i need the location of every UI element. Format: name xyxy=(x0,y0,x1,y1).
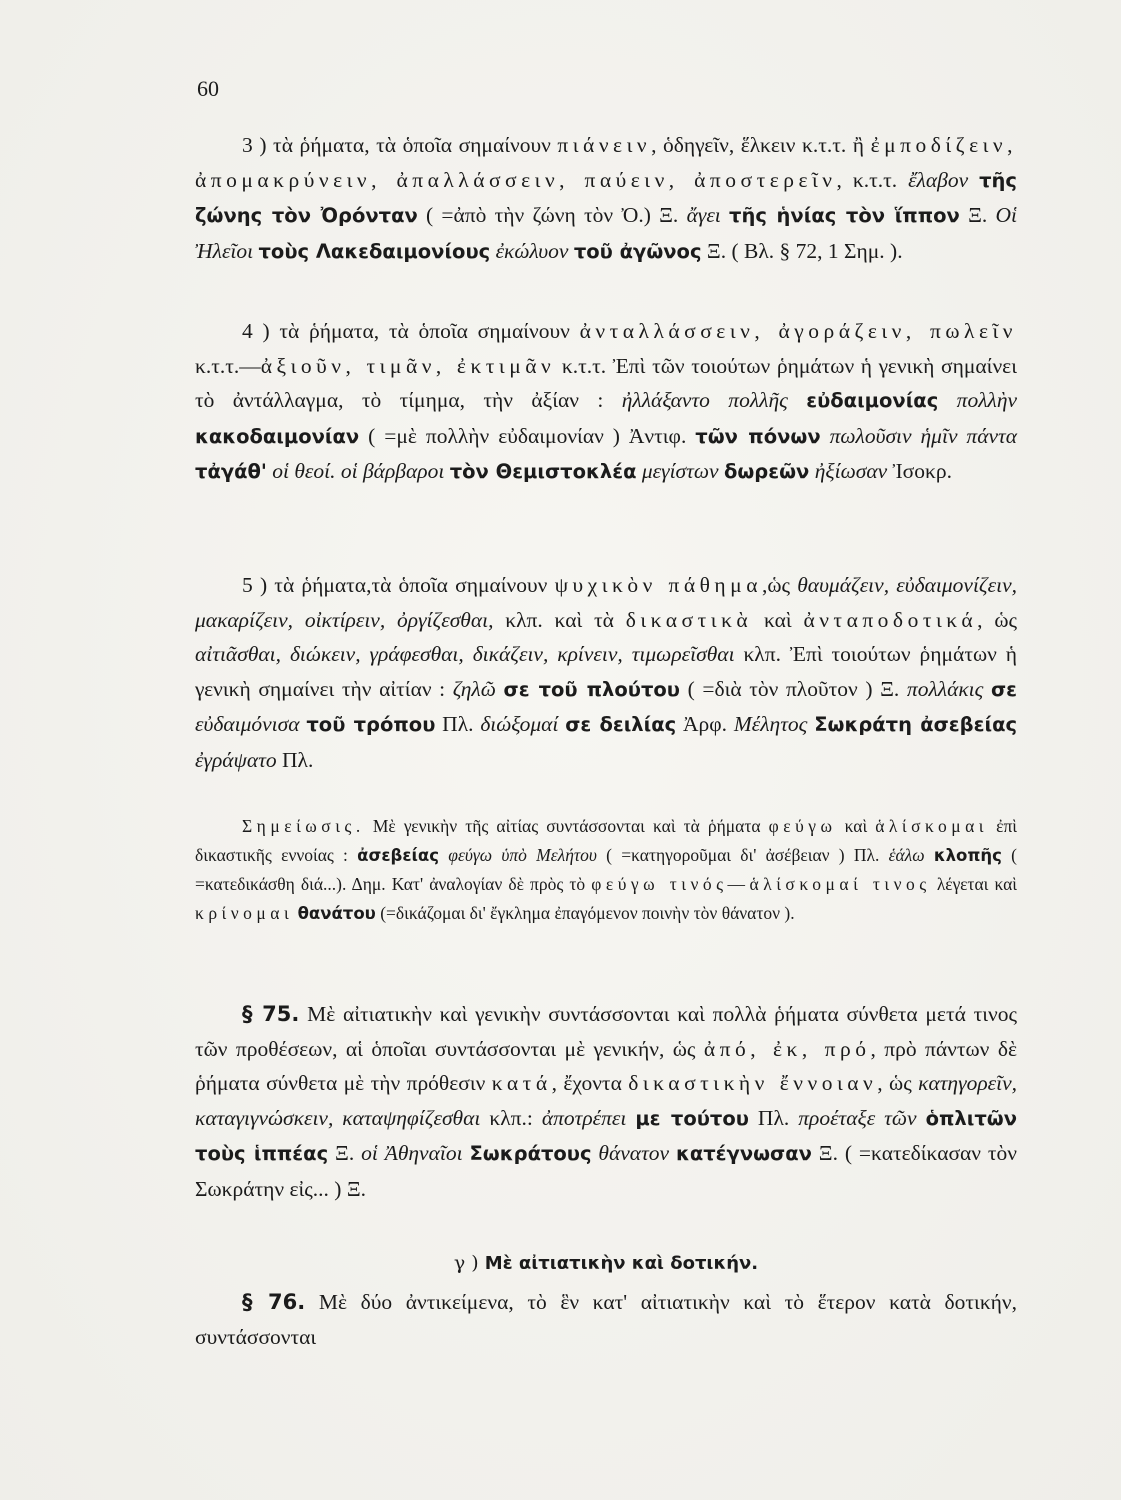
s75-run-10: ἀποτρέπει xyxy=(541,1105,627,1130)
paragraph-4 xyxy=(195,314,1017,490)
p3-run-7: τῆς ζώνης τὸν Ὀρόνταν xyxy=(195,168,1017,227)
s75-run-11 xyxy=(626,1106,635,1130)
p4-run-25: δωρεῶν xyxy=(723,460,810,483)
s75-run-8: κατηγορεῖν, καταγιγνώσκειν, καταψηφίζεσθαι xyxy=(195,1071,1017,1130)
note-run-12: κλοπῆς xyxy=(933,845,1002,865)
note-run-0: Σημείωσις. xyxy=(242,816,365,836)
p4-run-5: ἠλλάξαντο πολλῆς xyxy=(621,388,788,412)
p3-run-9: ἄγει xyxy=(686,203,721,227)
p4-run-0: 4 ) τὰ ῥήματα, τὰ ὁποῖα σημαίνουν xyxy=(242,319,580,343)
paragraph-76 xyxy=(195,1285,1017,1354)
p4-run-23: μεγίστων xyxy=(641,459,719,483)
p5-run-2: ,ὡς xyxy=(761,573,798,597)
p4-run-4: κ.τ.τ. Ἐπὶ τῶν τοιούτων ῥημάτων ἡ γενικὴ σημαίνει τὸ ἀντάλλαγμα, τὸ τίμημα, τὴν ἀξίαν : xyxy=(195,353,1017,412)
section-item-4 xyxy=(195,314,1017,490)
s75-run-4: κατά xyxy=(491,1071,552,1095)
p5-run-29: Σωκράτη ἀσεβείας xyxy=(814,713,1018,736)
p5-run-19: εὐδαιμόνισα xyxy=(195,712,300,736)
s75-run-6: δικαστικὴν ἔννοιαν xyxy=(628,1071,878,1095)
p5-run-13: σε τοῦ πλούτου xyxy=(503,677,680,701)
note-run-4: ἁλίσκομαι xyxy=(875,816,988,836)
s75-run-1: Μὲ αἰτιατικὴν καὶ γενικὴν συντάσσονται καὶ πολλὰ ῥήματα σύνθετα μετά τινος τῶν προθέσεων, αἱ ὁποῖαι συντάσσονται μὲ γενικήν, ὡς xyxy=(195,1002,1017,1061)
note-paragraph xyxy=(195,812,1017,928)
p5-run-3: θαυμάζειν, εὐδαιμονίζειν, μακαρίζειν, οἰκτίρειν, ὀργίζεσθαι, xyxy=(195,573,1017,632)
s75-run-15 xyxy=(917,1106,926,1130)
section-item-5 xyxy=(195,568,1017,777)
p5-run-16 xyxy=(983,677,991,701)
s75-run-5: , ἔχοντα xyxy=(551,1071,629,1095)
p4-run-8 xyxy=(938,388,956,412)
section-75 xyxy=(195,997,1017,1206)
subheading-gamma xyxy=(195,1252,1017,1274)
note-run-1: Μὲ γενικὴν τῆς αἰτίας συντάσσονται καὶ τὰ ῥήματα xyxy=(364,816,769,836)
s76-run-1: Μὲ δύο ἀντικείμενα, τὸ ἓν κατ' αἰτιατικὴν καὶ τὸ ἕτερον κατὰ δοτικήν, συντάσσονται xyxy=(195,1290,1017,1349)
note-run-7 xyxy=(439,845,448,865)
note-run-11 xyxy=(925,845,934,865)
p3-run-13: Οἱ Ἠλεῖοι xyxy=(195,203,1018,263)
p4-run-9: πολλὴν xyxy=(956,388,1018,412)
section-item-3 xyxy=(195,128,1017,269)
p4-run-21: τὸν Θεμιστοκλέα xyxy=(449,460,637,483)
p4-run-27: ἠξίωσαν xyxy=(814,459,888,483)
paragraph-3 xyxy=(195,128,1017,269)
s75-run-18: οἱ Ἀθηναῖοι xyxy=(361,1141,463,1165)
p5-run-1: ψυχικὸν πάθημα xyxy=(554,573,762,597)
p5-run-6: καὶ xyxy=(752,607,804,632)
p3-run-19: τοῦ ἀγῶνος xyxy=(573,239,702,263)
p5-run-27: Μέλητος xyxy=(733,712,808,736)
p4-run-13: τῶν πόνων xyxy=(695,424,821,448)
p5-run-23: διώξομαί xyxy=(480,712,559,736)
subhead-run-1: Μὲ αἰτιατικὴν καὶ δοτικήν. xyxy=(484,1253,759,1274)
note-run-15: λέγεται καὶ xyxy=(930,874,1017,894)
p4-run-2: κ.τ.τ.— xyxy=(195,353,261,378)
p3-run-17: ἐκώλυον xyxy=(495,238,569,263)
p5-run-9: αἰτιᾶσθαι, διώκειν, γράφεσθαι, δικάζειν, κρίνειν, τιμωρεῖσθαι xyxy=(195,642,735,666)
p3-run-3: ἐμποδίζειν, ἀπομακρύνειν, ἀπαλλάσσειν, παύειν, ἀποστερεῖν xyxy=(195,133,1017,192)
paragraph-75 xyxy=(195,997,1017,1206)
s75-run-22: θάνατον xyxy=(598,1141,670,1165)
note-run-6: ἀσεβείας xyxy=(357,845,440,865)
note-run-19: (=δικάζομαι δι' ἔγκλημα ἐπαγόμενον ποινὴν τὸν θάνατον ). xyxy=(375,902,795,923)
p4-run-3: ἀξιοῦν, τιμᾶν, ἐκτιμᾶν xyxy=(260,353,556,378)
p3-run-4: , κ.τ.τ. xyxy=(836,167,909,192)
p4-run-14 xyxy=(821,424,830,448)
p5-run-32: Πλ. xyxy=(276,747,314,772)
s75-run-7: , ὡς xyxy=(877,1071,919,1095)
p5-run-12 xyxy=(496,677,504,701)
note-run-9: ( =κατηγοροῦμαι δι' ἀσέβειαν ) Πλ. xyxy=(596,844,889,865)
s75-run-2: ἀπό, ἐκ, πρό xyxy=(703,1036,871,1061)
p5-run-4: κλπ. καὶ τὰ xyxy=(493,607,626,632)
note-run-8: φεύγω ὑπὸ Μελήτου xyxy=(448,844,597,865)
note-run-16: κρίνομαι xyxy=(195,902,294,923)
p4-run-15: πωλοῦσιν ἡμῖν πάντα xyxy=(829,423,1018,448)
p3-run-10 xyxy=(721,203,729,227)
p5-run-21: τοῦ τρόπου xyxy=(306,713,436,736)
note-run-18: θανάτου xyxy=(297,903,376,923)
p3-run-15: τοὺς Λακεδαιμονίους xyxy=(258,239,491,263)
p5-run-0: 5 ) τὰ ῥήματα,τὰ ὁποῖα σημαίνουν xyxy=(242,573,555,597)
p5-run-25: σε δειλίας xyxy=(565,713,677,736)
subhead-run-0: γ ) xyxy=(453,1252,485,1274)
p3-run-0: 3 ) τὰ ῥήματα, τὰ ὁποῖα σημαίνουν xyxy=(242,133,558,157)
p3-run-12: Ξ. xyxy=(959,203,996,227)
s75-run-9: κλπ.: xyxy=(480,1105,542,1130)
s75-run-16: ὁπλιτῶν τοὺς ἱππέας xyxy=(195,1106,1018,1165)
p4-run-11: κακοδαιμονίαν xyxy=(195,424,360,448)
note-run-14: φεύγω τινός—ἁλίσκομαί τινος xyxy=(591,874,931,894)
p5-run-17: σε xyxy=(990,677,1018,701)
p4-run-19: οἱ θεοί. οἱ βάρβαροι xyxy=(272,459,445,483)
p4-run-28: Ἰσοκρ. xyxy=(887,459,952,483)
p5-run-7: ἀνταποδοτικά xyxy=(803,607,978,632)
s75-run-12: με τούτου xyxy=(635,1106,749,1130)
p3-run-20: Ξ. ( Βλ. § 72, 1 Σημ. ). xyxy=(701,238,903,263)
p4-run-17: τἀγάθ' xyxy=(195,460,267,483)
p5-run-8: , ὡς xyxy=(977,607,1017,632)
note-run-3: καὶ xyxy=(836,816,876,836)
s75-run-20: Σωκράτους xyxy=(469,1142,592,1165)
s75-run-14: προέταξε τῶν xyxy=(798,1105,917,1130)
note-run-5: ἐπὶ δικαστικῆς εννοίας : xyxy=(195,816,1017,865)
note-run-2: φεύγω xyxy=(768,816,837,836)
p3-run-8: ( =ἀπὸ τὴν ζώνη τὸν Ὀ.) Ξ. xyxy=(417,203,687,227)
p4-run-12: ( =μὲ πολλὴν εὐδαιμονίαν ) Ἀντιφ. xyxy=(359,423,696,448)
p3-run-2: , ὁδηγεῖν, ἕλκειν κ.τ.τ. ἢ xyxy=(651,133,871,157)
s75-run-24: κατέγνωσαν xyxy=(675,1142,812,1165)
p5-run-15: πολλάκις xyxy=(906,676,984,701)
p5-run-5: δικαστικὰ xyxy=(625,607,753,632)
page-number: 60 xyxy=(197,76,219,101)
p3-run-5: ἔλαβον xyxy=(908,167,969,192)
p5-run-14: ( =διὰ τὸν πλοῦτον ) Ξ. xyxy=(679,676,907,701)
p3-run-1: πιάνειν xyxy=(557,133,652,157)
p3-run-11: τῆς ἡνίας τὸν ἵππον xyxy=(729,204,960,227)
p5-run-31: ἐγράψατο xyxy=(195,747,277,772)
s75-run-13: Πλ. xyxy=(748,1105,799,1130)
p4-run-1: ἀνταλλάσσειν, ἀγοράζειν, πωλεῖν xyxy=(579,319,1017,343)
p5-run-26: Ἀρφ. xyxy=(676,712,734,736)
s75-run-17: Ξ. xyxy=(328,1141,362,1165)
s76-run-0: § 76. xyxy=(242,1290,306,1314)
paragraph-5 xyxy=(195,568,1017,777)
note-run-13: ( =κατεδικάσθη διά...). Δημ. Κατ' ἀναλογίαν δὲ πρὸς τὸ xyxy=(195,844,1018,894)
p3-run-6 xyxy=(968,168,979,192)
p5-run-10: κλπ. Ἐπὶ τοιούτων ῥημάτων ἡ γενικὴ σημαίνει τὴν αἰτίαν : xyxy=(195,642,1018,701)
p5-run-22: Πλ. xyxy=(435,712,481,736)
s75-run-23 xyxy=(669,1141,676,1165)
s75-run-25: Ξ. ( =κατεδίκασαν τὸν Σωκράτην εἰς... ) Ξ. xyxy=(195,1141,1018,1201)
note-run-10: ἑάλω xyxy=(888,844,925,865)
p5-run-11: ζηλῶ xyxy=(452,676,496,701)
s75-run-3: , πρὸ πάντων δὲ ῥήματα σύνθετα μὲ τὴν πρόθεσιν xyxy=(195,1036,1017,1095)
note-block xyxy=(195,812,1017,928)
p4-run-7: εὐδαιμονίας xyxy=(806,389,939,412)
s75-run-0: § 75. xyxy=(242,1002,300,1026)
p4-run-6 xyxy=(788,388,806,412)
section-76 xyxy=(195,1285,1017,1354)
